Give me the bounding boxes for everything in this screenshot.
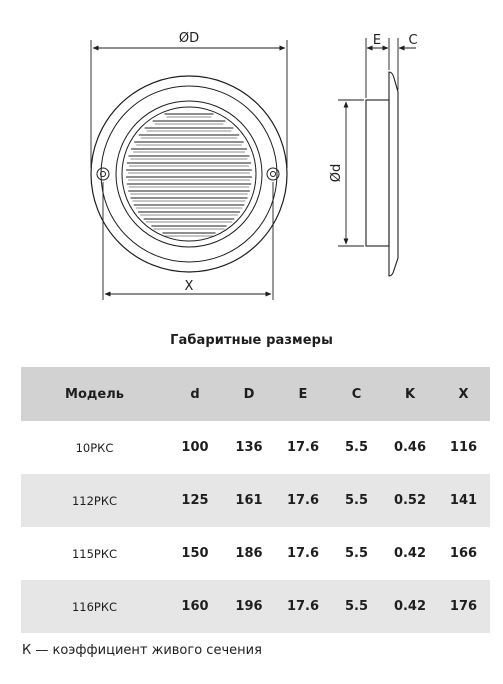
table-row [21,474,490,527]
label-inner-diameter: Ød [329,163,344,183]
cell-d: 125 [181,493,209,508]
cell-C: 5.5 [344,440,369,455]
cell-model: 112РКС [71,493,118,508]
cell-d: 100 [181,440,209,455]
cell-D: 196 [235,599,263,614]
header-D: D [243,386,255,402]
cell-D: 186 [235,546,263,561]
label-flange-c: C [408,33,418,48]
cell-model: 116РКС [71,599,118,614]
cell-model: 10РКС [75,440,114,455]
cell-X: 141 [449,493,478,508]
cell-model: 115РКС [71,546,118,561]
cell-K: 0.42 [393,599,427,614]
header-X: X [458,386,469,402]
table-header-row [21,367,490,421]
table-row [21,527,490,580]
cell-C: 5.5 [344,599,369,614]
front-view [91,76,287,272]
cell-E: 17.6 [286,599,320,614]
cell-E: 17.6 [286,493,320,508]
table-row [21,580,490,633]
grille-louvers [126,114,252,236]
label-depth-e: E [372,33,382,48]
cell-K: 0.52 [393,493,427,508]
cell-D: 136 [235,440,263,455]
cell-E: 17.6 [286,440,320,455]
header-E: E [298,386,308,402]
cell-X: 116 [449,440,478,455]
dimensions-table [21,367,490,633]
cell-d: 160 [181,599,209,614]
label-hole-spacing: X [184,279,194,294]
cell-d: 150 [181,546,209,561]
side-view [366,72,398,276]
footnote: К — коэффициент живого сечения [22,643,262,658]
table-title: Габаритные размеры [170,333,333,348]
cell-X: 176 [449,599,478,614]
screw-hole-left [97,168,109,180]
header-C: C [351,386,362,402]
label-outer-diameter: ØD [178,31,200,46]
table-row [21,421,490,474]
header-K: K [404,386,416,402]
header-model: Модель [65,386,124,402]
technical-drawing [0,0,503,320]
cell-X: 166 [449,546,478,561]
cell-C: 5.5 [344,493,369,508]
cell-C: 5.5 [344,546,369,561]
cell-K: 0.42 [393,546,427,561]
cell-E: 17.6 [286,546,320,561]
cell-K: 0.46 [393,440,427,455]
cell-D: 161 [235,493,263,508]
header-d: d [190,386,200,402]
